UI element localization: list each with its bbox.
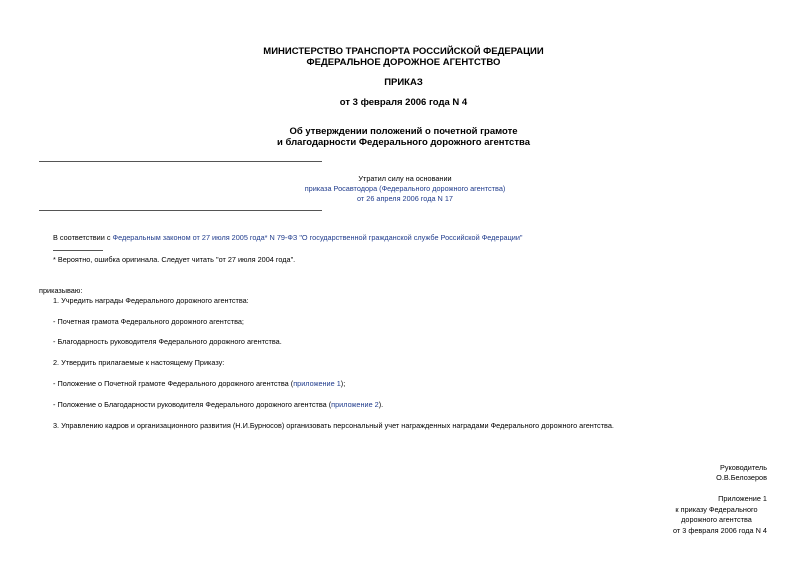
appendix-1-link[interactable]: приложение 1 xyxy=(293,379,341,388)
divider-top xyxy=(39,161,322,162)
appendix-2-link[interactable]: приложение 2 xyxy=(331,400,379,409)
appendix-ref-line4: от 3 февраля 2006 года N 4 xyxy=(672,526,767,535)
agency-heading: ФЕДЕРАЛЬНОЕ ДОРОЖНОЕ АГЕНТСТВО xyxy=(306,57,501,68)
federal-law-link[interactable]: Федеральным законом от 27 июля 2005 года* N 79-ФЗ "О государственной гражданской службе Российской Федерации" xyxy=(112,233,523,242)
item-1b: - Благодарность руководителя Федерального дорожного агентства. xyxy=(53,337,282,346)
document-title-line1: Об утверждении положений о почетной грамоте xyxy=(289,126,518,137)
footnote: * Вероятно, ошибка оригинала. Следует читать "от 27 июля 2004 года". xyxy=(53,255,296,264)
item-3: 3. Управлению кадров и организационного развития (Н.И.Бурносов) организовать персональный учет награжденных наградами Федерального дорожного агентства. xyxy=(53,421,614,430)
item-2a-end: ); xyxy=(340,379,346,388)
signature-name: О.В.Белозеров xyxy=(716,473,767,482)
signature-title: Руководитель xyxy=(719,463,767,472)
ministry-heading: МИНИСТЕРСТВО ТРАНСПОРТА РОССИЙСКОЙ ФЕДЕРАЦИИ xyxy=(263,46,544,57)
document-title-line2: и благодарности Федерального дорожного агентства xyxy=(277,137,530,148)
order-word: приказываю: xyxy=(39,286,83,295)
repeal-order-date-link[interactable]: от 26 апреля 2006 года N 17 xyxy=(357,194,453,203)
appendix-ref-line2: к приказу Федерального xyxy=(675,505,758,514)
document-date-number: от 3 февраля 2006 года N 4 xyxy=(339,97,468,108)
item-2b-text: - Положение о Благодарности руководителя Федерального дорожного агентства ( xyxy=(53,400,332,409)
preamble xyxy=(53,233,523,242)
item-2: 2. Утвердить прилагаемые к настоящему Приказу: xyxy=(53,358,225,367)
item-1a: - Почетная грамота Федерального дорожного агентства; xyxy=(53,317,244,326)
appendix-ref-line3: дорожного агентства xyxy=(681,515,752,524)
item-2a xyxy=(53,379,345,388)
repeal-order-link[interactable]: приказа Росавтодора (Федерального дорожного агентства) xyxy=(304,184,506,193)
divider-bottom xyxy=(39,210,322,211)
item-2b xyxy=(53,400,383,409)
status-text: Утратил силу на основании xyxy=(358,174,452,183)
preamble-text: В соответствии с xyxy=(53,233,113,242)
appendix-label: Приложение 1 xyxy=(718,494,767,503)
footnote-separator xyxy=(53,250,103,251)
item-1: 1. Учредить награды Федерального дорожного агентства: xyxy=(53,296,249,305)
document-type: ПРИКАЗ xyxy=(384,77,423,88)
item-2b-end: ). xyxy=(378,400,384,409)
item-2a-text: - Положение о Почетной грамоте Федерального дорожного агентства ( xyxy=(53,379,294,388)
